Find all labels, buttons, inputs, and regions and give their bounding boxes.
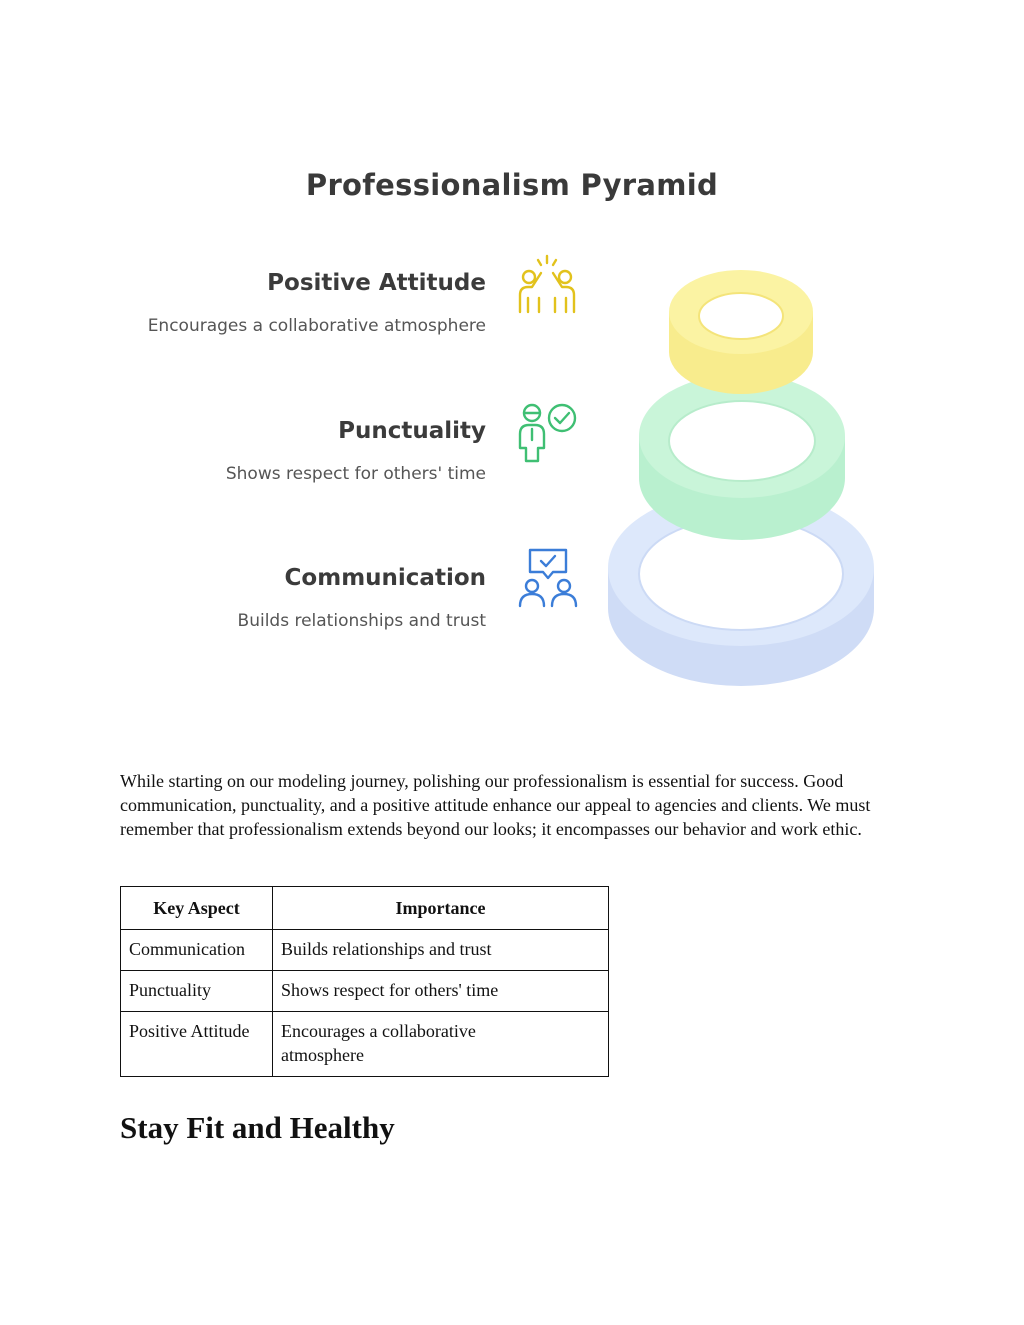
level-title: Communication: [284, 565, 486, 591]
table-row: [121, 1012, 609, 1077]
table-cell: Positive Attitude: [121, 1012, 273, 1077]
column-header-key-aspect: Key Aspect: [121, 887, 273, 930]
punctuality-ring: [639, 374, 845, 540]
table-row: [121, 930, 609, 971]
level-title: Positive Attitude: [267, 270, 486, 296]
level-positive-attitude: [148, 270, 486, 336]
person-check-icon: [512, 398, 582, 468]
table-cell: Communication: [121, 930, 273, 971]
column-header-importance: Importance: [273, 887, 609, 930]
level-description: Shows respect for others' time: [225, 464, 486, 484]
table-cell: Shows respect for others' time: [273, 971, 609, 1012]
table-cell: Builds relationships and trust: [273, 930, 609, 971]
pyramid-rings-graphic: [600, 260, 890, 700]
section-heading: Stay Fit and Healthy: [120, 1110, 395, 1145]
table-cell: Encourages a collaborative atmosphere: [273, 1012, 609, 1077]
high-five-icon: [512, 250, 582, 320]
key-aspects-table: [120, 886, 609, 1077]
level-punctuality: [226, 418, 486, 484]
positive-attitude-ring: [669, 270, 813, 394]
table-header-row: [121, 887, 609, 930]
diagram-title: Professionalism Pyramid: [305, 168, 719, 202]
level-description: Encourages a collaborative atmosphere: [147, 316, 486, 336]
body-paragraph: While starting on our modeling journey, polishing our professionalism is essential for success. Good communication, punctuality, and a positive attitude enhance our appeal to agencies and clients. We must remember that professionalism extends beyond our looks; it encompasses our behavior and work ethic.: [120, 771, 871, 839]
table-cell: Punctuality: [121, 971, 273, 1012]
table-row: [121, 971, 609, 1012]
level-communication: [238, 565, 486, 631]
level-description: Builds relationships and trust: [237, 611, 486, 631]
level-title: Punctuality: [338, 418, 486, 444]
chat-people-icon: [512, 544, 582, 614]
